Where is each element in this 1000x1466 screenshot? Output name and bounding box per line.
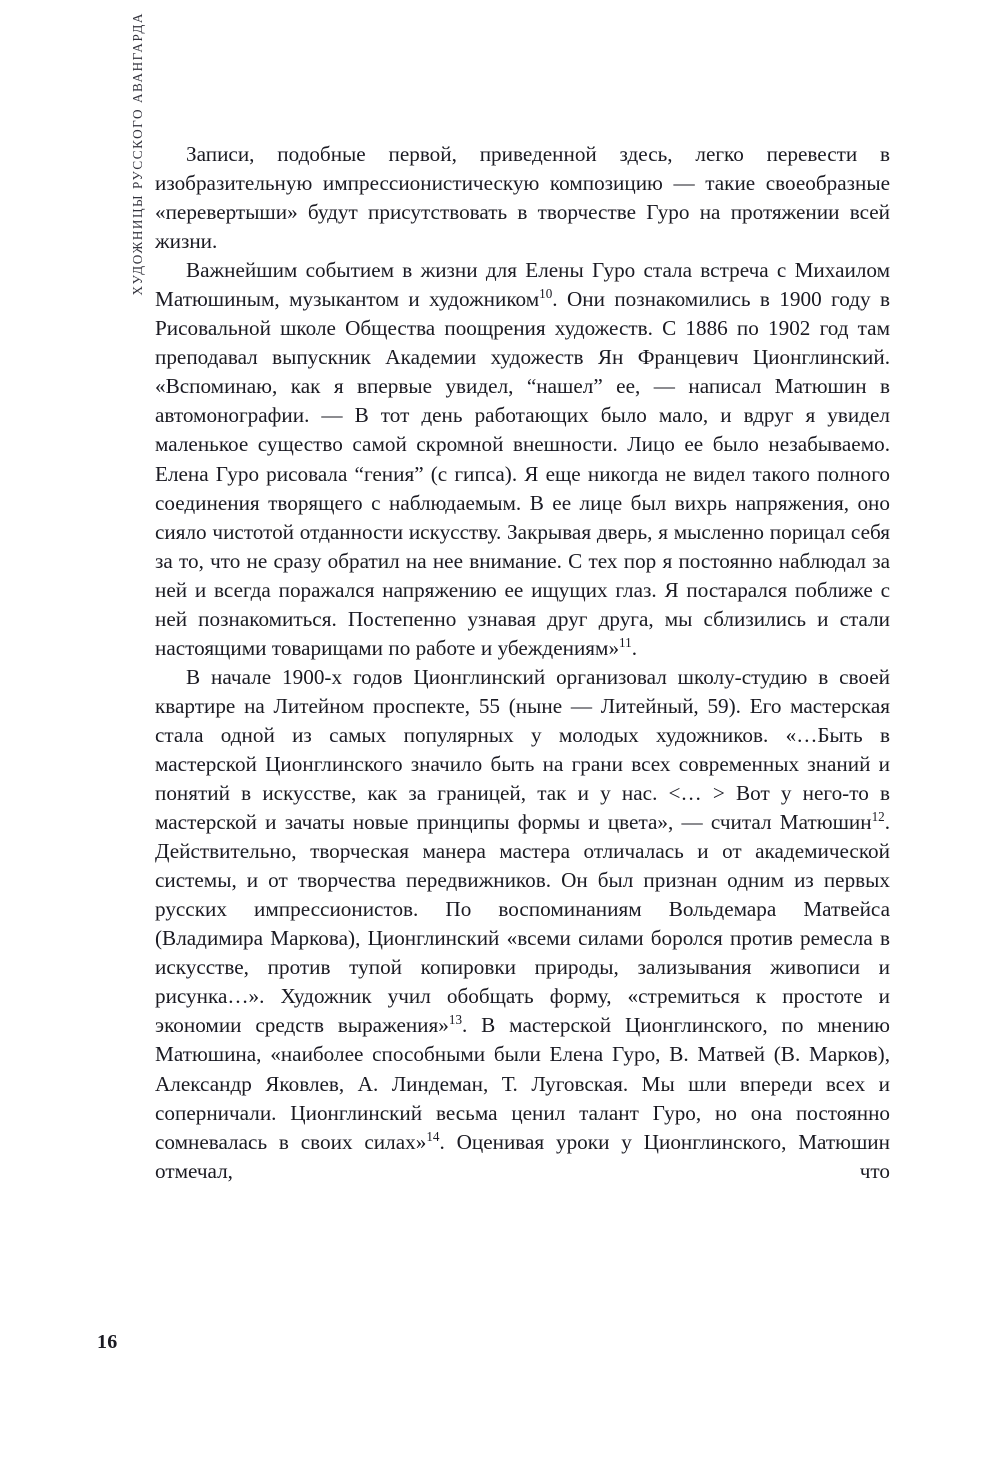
- footnote-marker-11: 11: [619, 634, 632, 650]
- paragraph-3: [155, 663, 890, 1186]
- footnote-marker-10: 10: [539, 286, 553, 302]
- paragraph-2-text-b: . Они познакомились в 1900 году в Рисовальной школе Общества поощрения художеств. С 1886 по 1902 год там преподавал выпускник Академии художеств Ян Францевич Ционглинский. «Вспоминаю, как я впервые увидел, “нашел” ее, — написал Матюшин в автомонографии. — В тот день работающих было мало, и вдруг я увидел маленькое существо самой скромной внешности. Лицо ее было незабываемо. Елена Гуро рисовала “гения” (с гипса). Я еще никогда не видел такого полного соединения творящего с наблюдаемым. В ее лице был вихрь напряжения, оно сияло чистотой отданности искусству. Закрывая дверь, я мысленно порицал себя за то, что не сразу обратил на нее внимание. С тех пор я постоянно наблюдал за ней и всегда поражался напряжению ее ищущих глаз. Я постарался поближе с ней познакомиться. Постепенно узнавая друг друга, мы сблизились и стали настоящими товарищами по работе и убеждениям»: [155, 287, 890, 660]
- paragraph-2-text-c: .: [631, 635, 637, 660]
- paragraph-2-text-a: Важнейшим событием в жизни для Елены Гуро стала встреча с Михаилом Матюшиным, музыкантом и художником: [155, 258, 890, 312]
- paragraph-3-text-c: . В мастерской Ционглинского, по мнению Матюшина, «наиболее способными были Елена Гуро, В. Матвей (В. Марков), Александр Яковлев, А. Линдеман, Т. Луговская. Мы шли впереди всех и соперничали. Ционглинский весьма ценил талант Гуро, но она постоянно сомневалась в своих силах»: [155, 1013, 890, 1154]
- page-number: 16: [97, 1331, 118, 1353]
- paragraph-3-text-d: . Оценивая уроки у Ционглинского, Матюшин отмечал, что: [155, 1129, 890, 1183]
- paragraph-2: [155, 256, 890, 663]
- paragraph-3-text-a: В начале 1900-х годов Ционглинский организовал школу-студию в своей квартире на Литейном проспекте, 55 (ныне — Литейный, 59). Его мастерская стала одной из самых популярных у молодых художников. «…Быть в мастерской Ционглинского значило быть на грани всех современных знаний и понятий в искусстве, как за границей, так и у нас. <… > Вот у него-то в мастерской и зачаты новые принципы формы и цвета», — считал Матюшин: [155, 664, 890, 835]
- running-head: [0, 0, 150, 560]
- paragraph-3-text-b: . Действительно, творческая манера мастера отличалась и от академической системы, и от творчества передвижников. Он был признан одним из первых русских импрессионистов. По воспоминаниям Вольдемара Матвейса (Владимира Маркова), Ционглинский «всеми силами боролся против ремесла в искусстве, против тупой копировки природы, зализывания живописи и рисунка…». Художник учил обобщать форму, «стремиться к простоте и экономии средств выражения»: [155, 810, 890, 1038]
- footnote-marker-13: 13: [448, 1012, 462, 1028]
- running-head-label: ХУДОЖНИЦЫ РУССКОГО АВАНГАРДА: [129, 12, 145, 296]
- footnote-marker-14: 14: [426, 1128, 440, 1144]
- footnote-marker-12: 12: [871, 809, 885, 825]
- paragraph-1: Записи, подобные первой, приведенной здесь, легко перевести в изобразительную импрессионистическую композицию — такие своеобразные «перевертыши» будут присутствовать в творчестве Гуро на протяжении всей жизни.: [155, 142, 890, 254]
- body-text-column: [155, 140, 890, 1186]
